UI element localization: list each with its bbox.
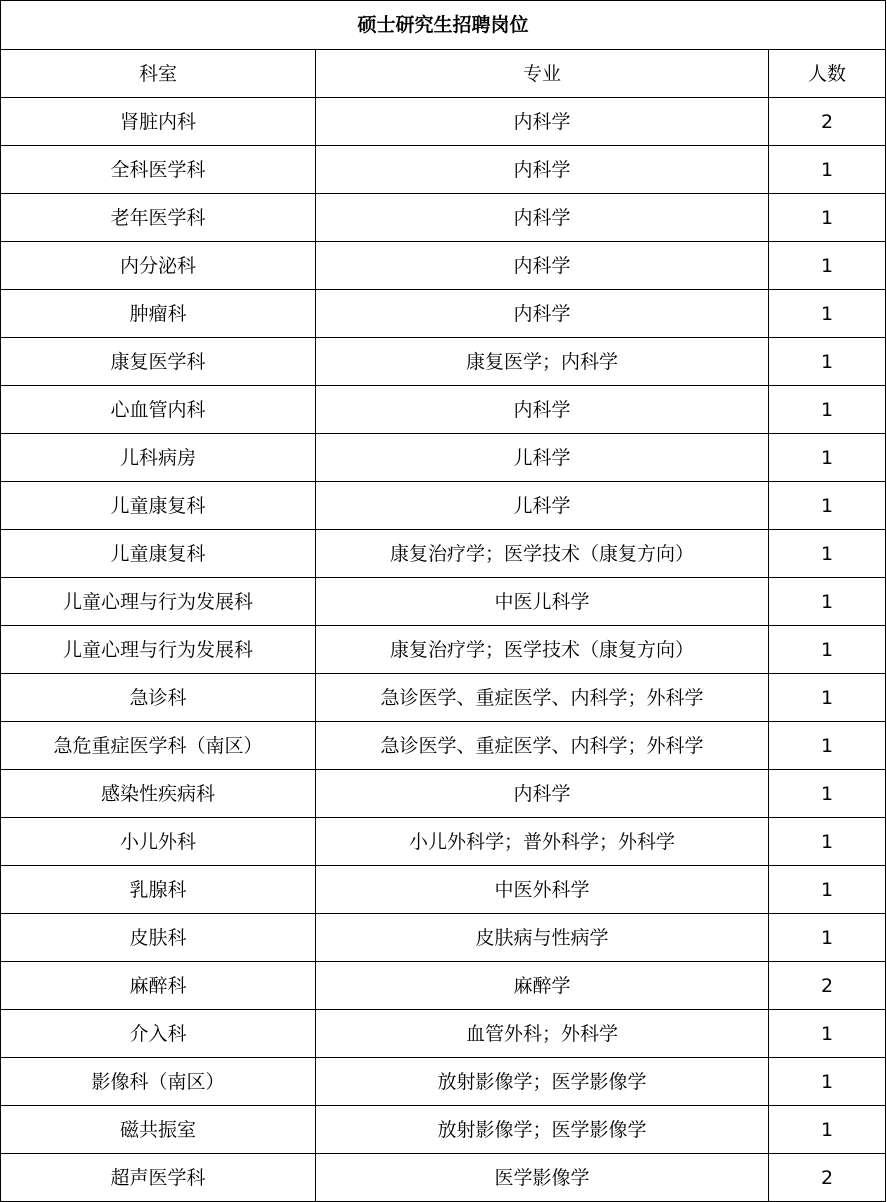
count-cell: 1 [769,578,886,626]
table-row [1,98,886,146]
department-cell: 乳腺科 [1,866,316,914]
count-cell: 1 [769,866,886,914]
department-cell: 皮肤科 [1,914,316,962]
department-cell: 儿童康复科 [1,482,316,530]
major-cell: 内科学 [316,194,769,242]
department-cell: 心血管内科 [1,386,316,434]
department-cell: 超声医学科 [1,1154,316,1202]
table-row [1,530,886,578]
major-cell: 内科学 [316,98,769,146]
department-cell: 全科医学科 [1,146,316,194]
department-cell: 康复医学科 [1,338,316,386]
table-body [1,98,886,1202]
department-cell: 介入科 [1,1010,316,1058]
major-cell: 儿科学 [316,434,769,482]
department-cell: 老年医学科 [1,194,316,242]
major-cell: 康复治疗学；医学技术（康复方向） [316,530,769,578]
department-cell: 儿童心理与行为发展科 [1,578,316,626]
table-row [1,242,886,290]
header-row [1,50,886,98]
header-count: 人数 [769,50,886,98]
department-cell: 肿瘤科 [1,290,316,338]
header-major: 专业 [316,50,769,98]
major-cell: 小儿外科学；普外科学；外科学 [316,818,769,866]
table-row [1,1010,886,1058]
table-row [1,386,886,434]
table-row [1,722,886,770]
table-row [1,1106,886,1154]
table-row [1,914,886,962]
count-cell: 2 [769,1154,886,1202]
department-cell: 影像科（南区） [1,1058,316,1106]
major-cell: 康复医学；内科学 [316,338,769,386]
table-row [1,818,886,866]
major-cell: 急诊医学、重症医学、内科学；外科学 [316,674,769,722]
count-cell: 1 [769,434,886,482]
table-row [1,290,886,338]
major-cell: 医学影像学 [316,1154,769,1202]
major-cell: 中医儿科学 [316,578,769,626]
major-cell: 康复治疗学；医学技术（康复方向） [316,626,769,674]
table-row [1,1058,886,1106]
major-cell: 麻醉学 [316,962,769,1010]
count-cell: 1 [769,626,886,674]
count-cell: 1 [769,338,886,386]
table-row [1,626,886,674]
table-row [1,194,886,242]
table-row [1,962,886,1010]
department-cell: 儿童心理与行为发展科 [1,626,316,674]
count-cell: 1 [769,482,886,530]
count-cell: 1 [769,770,886,818]
department-cell: 儿童康复科 [1,530,316,578]
table-row [1,866,886,914]
count-cell: 1 [769,1010,886,1058]
count-cell: 1 [769,290,886,338]
major-cell: 皮肤病与性病学 [316,914,769,962]
count-cell: 1 [769,194,886,242]
count-cell: 2 [769,98,886,146]
major-cell: 急诊医学、重症医学、内科学；外科学 [316,722,769,770]
major-cell: 儿科学 [316,482,769,530]
major-cell: 内科学 [316,242,769,290]
count-cell: 1 [769,386,886,434]
department-cell: 儿科病房 [1,434,316,482]
count-cell: 1 [769,674,886,722]
count-cell: 1 [769,722,886,770]
department-cell: 小儿外科 [1,818,316,866]
count-cell: 1 [769,818,886,866]
department-cell: 急诊科 [1,674,316,722]
major-cell: 内科学 [316,770,769,818]
count-cell: 1 [769,146,886,194]
major-cell: 放射影像学；医学影像学 [316,1106,769,1154]
table-row [1,578,886,626]
table-row [1,146,886,194]
department-cell: 急危重症医学科（南区） [1,722,316,770]
department-cell: 感染性疾病科 [1,770,316,818]
table-row [1,434,886,482]
department-cell: 肾脏内科 [1,98,316,146]
count-cell: 1 [769,242,886,290]
table-row [1,1154,886,1202]
major-cell: 内科学 [316,290,769,338]
department-cell: 麻醉科 [1,962,316,1010]
table-row [1,674,886,722]
title-row [1,1,886,50]
department-cell: 内分泌科 [1,242,316,290]
count-cell: 2 [769,962,886,1010]
table-title: 硕士研究生招聘岗位 [1,1,886,50]
department-cell: 磁共振室 [1,1106,316,1154]
major-cell: 中医外科学 [316,866,769,914]
count-cell: 1 [769,1058,886,1106]
count-cell: 1 [769,1106,886,1154]
major-cell: 内科学 [316,386,769,434]
major-cell: 放射影像学；医学影像学 [316,1058,769,1106]
header-department: 科室 [1,50,316,98]
count-cell: 1 [769,530,886,578]
table-row [1,338,886,386]
count-cell: 1 [769,914,886,962]
major-cell: 内科学 [316,146,769,194]
table-row [1,770,886,818]
table-row [1,482,886,530]
major-cell: 血管外科；外科学 [316,1010,769,1058]
